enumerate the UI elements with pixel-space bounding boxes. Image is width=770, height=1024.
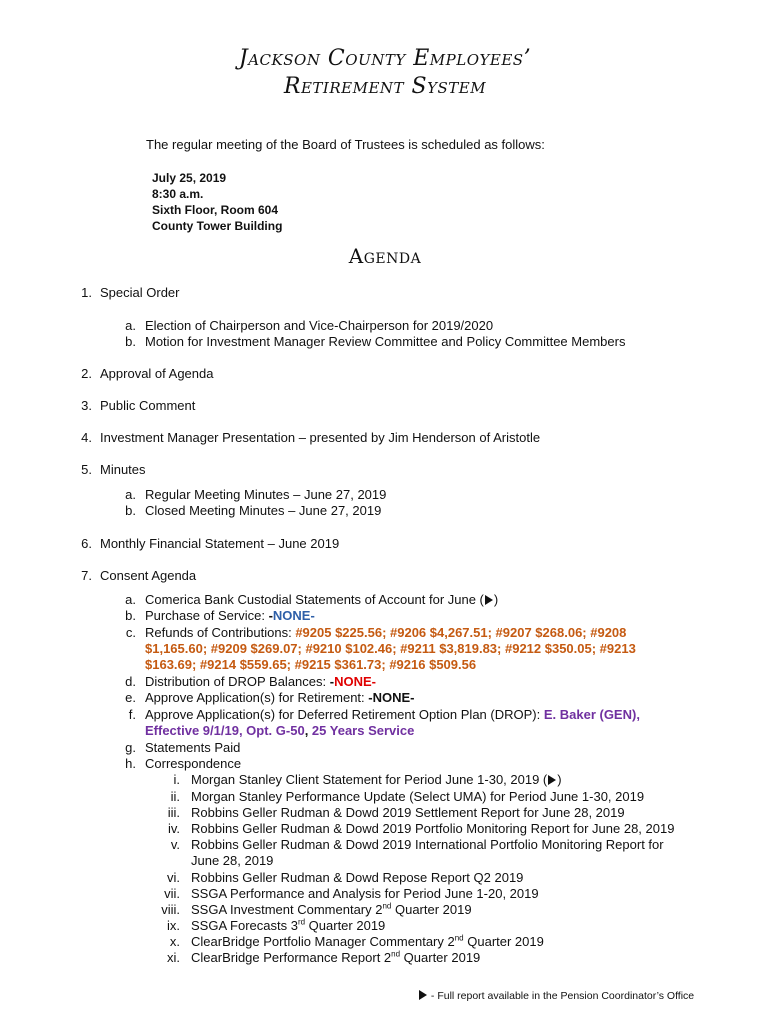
item-label: SSGA Investment Commentary 2 bbox=[191, 902, 383, 917]
item-number: g. bbox=[125, 740, 136, 755]
item-number: f. bbox=[128, 707, 136, 722]
drop-balances-value: NONE- bbox=[334, 674, 376, 689]
ordinal-suffix: nd bbox=[382, 901, 392, 911]
item-label-tail: Quarter 2019 bbox=[463, 934, 544, 949]
item-number: 6. bbox=[81, 536, 92, 551]
item-number: b. bbox=[125, 503, 136, 518]
item-label: Robbins Geller Rudman & Dowd Repose Report Q2 2019 bbox=[191, 870, 524, 885]
item-number: 5. bbox=[81, 462, 92, 477]
item-number: 4. bbox=[81, 430, 92, 445]
right-triangle-icon bbox=[419, 990, 427, 1000]
item-number: viii. bbox=[161, 902, 180, 917]
item-label: Minutes bbox=[100, 462, 146, 477]
item-number: ii. bbox=[170, 789, 180, 804]
item-label: Special Order bbox=[100, 285, 180, 300]
item-number: iv. bbox=[167, 821, 180, 836]
item-number: h. bbox=[125, 756, 136, 771]
item-number: vii. bbox=[164, 886, 180, 901]
item-number: a. bbox=[125, 592, 136, 607]
ordinal-suffix: nd bbox=[454, 933, 464, 943]
item-label: ClearBridge Portfolio Manager Commentary 2 bbox=[191, 934, 455, 949]
meeting-location: Sixth Floor, Room 604 bbox=[152, 203, 279, 217]
drop-effective: Effective 9/1/19, Opt. G-50 bbox=[145, 723, 305, 738]
item-label: Election of Chairperson and Vice-Chairperson for 2019/2020 bbox=[145, 318, 494, 333]
item-label: Approve Application(s) for Retirement: bbox=[145, 690, 369, 705]
item-label: Morgan Stanley Performance Update (Select UMA) for Period June 1-30, 2019 bbox=[191, 789, 645, 804]
item-number: 1. bbox=[81, 285, 92, 300]
item-number: e. bbox=[125, 690, 136, 705]
drop-separator: , bbox=[304, 723, 312, 738]
right-triangle-icon bbox=[548, 775, 556, 785]
item-dash: - bbox=[268, 608, 273, 623]
item-dash: - bbox=[329, 674, 335, 689]
item-label: Monthly Financial Statement – June 2019 bbox=[100, 536, 340, 551]
refunds-line-2: $1,165.60; #9209 $269.07; #9210 $102.46; #9211 $3,819.83; #9212 $350.05; #9213 bbox=[145, 641, 636, 656]
item-number: iii. bbox=[167, 805, 180, 820]
refunds-line-3: $163.69; #9214 $559.65; #9215 $361.73; #9216 $509.56 bbox=[145, 657, 477, 672]
item-label: Robbins Geller Rudman & Dowd 2019 International Portfolio Monitoring Report for bbox=[191, 837, 664, 852]
drop-applicant: E. Baker (GEN), bbox=[543, 707, 640, 722]
item-label: Investment Manager Presentation – presented by Jim Henderson of Aristotle bbox=[100, 430, 541, 445]
item-label: Public Comment bbox=[100, 398, 196, 413]
meeting-date: July 25, 2019 bbox=[152, 171, 227, 185]
item-number: xi. bbox=[167, 950, 180, 965]
meeting-time: 8:30 a.m. bbox=[152, 187, 204, 201]
refunds-line-1: #9205 $225.56; #9206 $4,267.51; #9207 $268.06; #9208 bbox=[295, 625, 627, 640]
item-number: a. bbox=[125, 318, 136, 333]
item-label: Robbins Geller Rudman & Dowd 2019 Settlement Report for June 28, 2019 bbox=[191, 805, 625, 820]
item-label: Comerica Bank Custodial Statements of Account for June ( bbox=[145, 592, 484, 607]
ordinal-suffix: nd bbox=[391, 949, 401, 959]
intro-text: The regular meeting of the Board of Trustees is scheduled as follows: bbox=[146, 137, 545, 152]
item-number: 2. bbox=[81, 366, 92, 381]
item-number: c. bbox=[125, 625, 136, 640]
item-number: x. bbox=[169, 934, 180, 949]
item-label: Statements Paid bbox=[145, 740, 241, 755]
purchase-of-service-value: NONE- bbox=[272, 608, 315, 623]
retirement-value: -NONE- bbox=[368, 690, 415, 705]
item-label: Consent Agenda bbox=[100, 568, 197, 583]
item-label-tail: Quarter 2019 bbox=[400, 950, 481, 965]
item-label: SSGA Forecasts 3 bbox=[191, 918, 298, 933]
item-label: Robbins Geller Rudman & Dowd 2019 Portfolio Monitoring Report for June 28, 2019 bbox=[191, 821, 675, 836]
item-number: b. bbox=[125, 608, 136, 623]
item-label: Distribution of DROP Balances: bbox=[145, 674, 330, 689]
item-label: Regular Meeting Minutes – June 27, 2019 bbox=[145, 487, 387, 502]
footer-note bbox=[418, 990, 694, 1002]
item-label: Correspondence bbox=[145, 756, 242, 771]
item-label: Motion for Investment Manager Review Committee and Policy Committee Members bbox=[145, 334, 626, 349]
footer-text: - Full report available in the Pension Coordinator’s Office bbox=[430, 990, 695, 1002]
correspondence-item-5-cont: June 28, 2019 bbox=[191, 853, 274, 868]
drop-applicant-details bbox=[145, 723, 414, 738]
item-number: b. bbox=[125, 334, 136, 349]
item-label: Closed Meeting Minutes – June 27, 2019 bbox=[145, 503, 382, 518]
document-title-line1: Jackson County Employees’ bbox=[238, 46, 532, 71]
item-number: i. bbox=[173, 772, 180, 787]
right-triangle-icon bbox=[485, 595, 493, 605]
item-label: SSGA Performance and Analysis for Period June 1-20, 2019 bbox=[191, 886, 539, 901]
item-number: a. bbox=[125, 487, 136, 502]
item-number: ix. bbox=[167, 918, 180, 933]
item-number: 7. bbox=[81, 568, 92, 583]
item-number: v. bbox=[170, 837, 180, 852]
item-label: Refunds of Contributions: bbox=[145, 625, 296, 640]
ordinal-suffix: rd bbox=[297, 917, 306, 927]
item-number: d. bbox=[125, 674, 136, 689]
item-label: ClearBridge Performance Report 2 bbox=[191, 950, 392, 965]
item-label: Purchase of Service: bbox=[145, 608, 269, 623]
item-label: Approval of Agenda bbox=[100, 366, 214, 381]
drop-service: 25 Years Service bbox=[311, 723, 415, 738]
item-label-tail: Quarter 2019 bbox=[305, 918, 386, 933]
item-label: Approve Application(s) for Deferred Retirement Option Plan (DROP): bbox=[145, 707, 544, 722]
item-number: vi. bbox=[167, 870, 180, 885]
meeting-details bbox=[152, 170, 282, 234]
item-label: Morgan Stanley Client Statement for Period June 1-30, 2019 ( bbox=[191, 772, 548, 787]
item-label-tail: Quarter 2019 bbox=[391, 902, 472, 917]
item-label-tail: ) bbox=[493, 592, 499, 607]
item-label-tail: ) bbox=[557, 772, 562, 787]
meeting-building: County Tower Building bbox=[152, 219, 283, 233]
item-number: 3. bbox=[81, 398, 92, 413]
agenda-heading: Agenda bbox=[348, 244, 422, 268]
document-title-line2: Retirement System bbox=[283, 74, 487, 99]
